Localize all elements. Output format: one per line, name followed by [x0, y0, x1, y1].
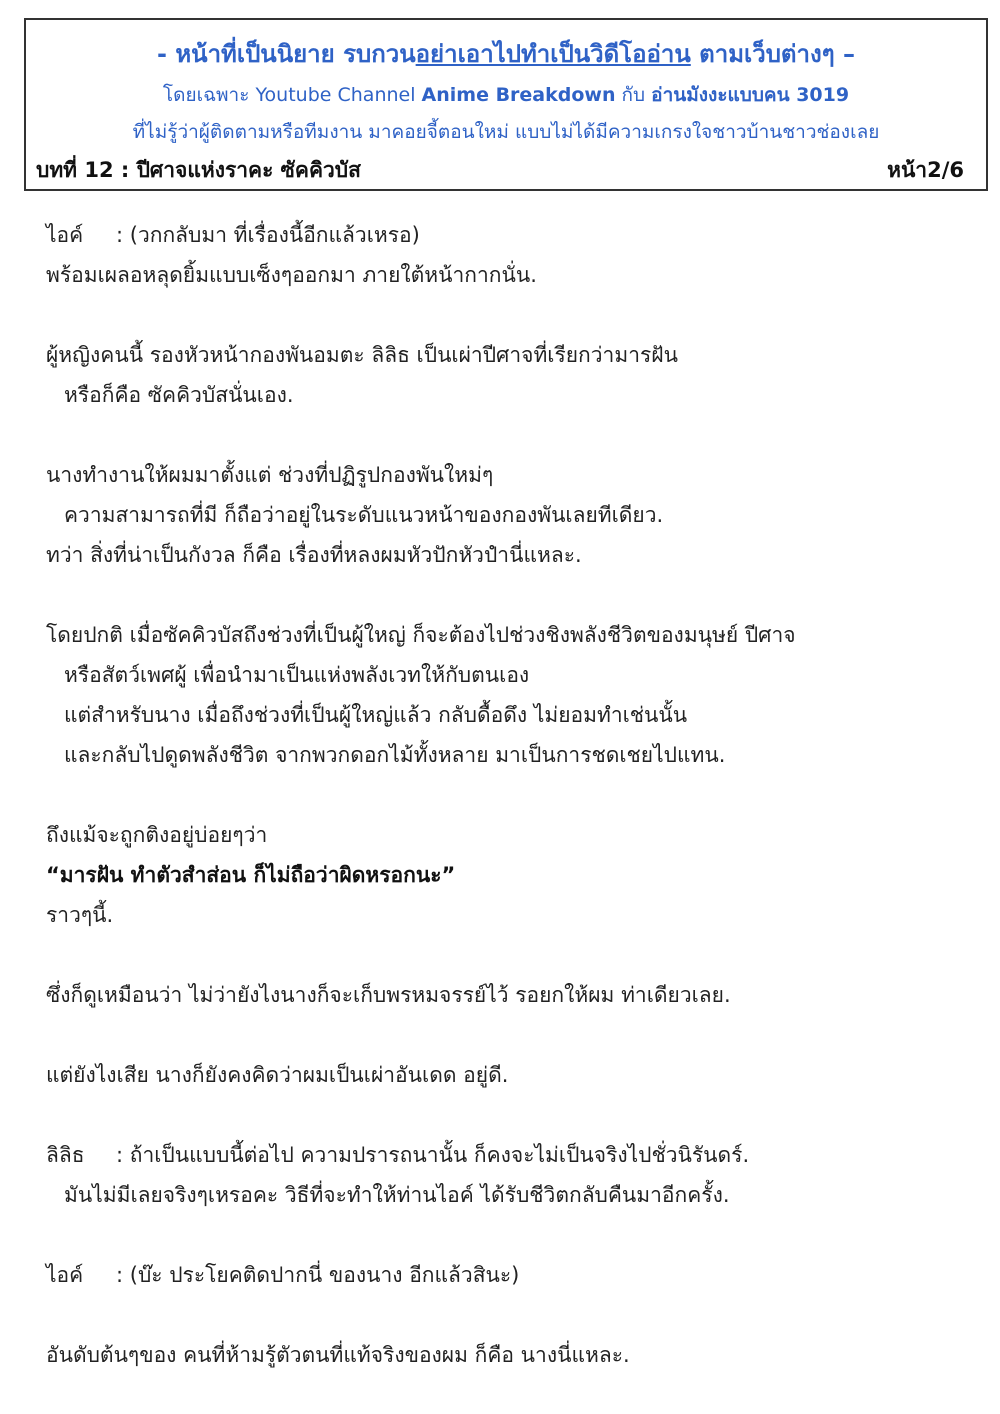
- warning-post: ตามเว็บต่างๆ –: [690, 40, 855, 68]
- chapter-title: บทที่ 12 : ปีศาจแห่งราคะ ซัคคิวบัส: [36, 158, 361, 182]
- narration-line: ความสามารถที่มี ก็ถือว่าอยู่ในระดับแนวหน้าของกองพันเลยทีเดียว.: [64, 503, 664, 527]
- dialogue-text: : (วกกลับมา ที่เรื่องนี้อีกแล้วเหรอ): [116, 223, 420, 247]
- narration-line: นางทำงานให้ผมมาตั้งแต่ ช่วงที่ปฏิรูปกองพันใหม่ๆ: [46, 463, 494, 487]
- narration-line: และกลับไปดูดพลังชีวิต จากพวกดอกไม้ทั้งหลาย มาเป็นการชดเชยไปแทน.: [64, 743, 726, 767]
- narration-line: ทว่า สิ่งที่น่าเป็นกังวล ก็คือ เรื่องที่หลงผมหัวปักหัวปำนี่แหละ.: [46, 543, 582, 567]
- dialogue-text: : ถ้าเป็นแบบนี้ต่อไป ความปรารถนานั้น ก็คงจะไม่เป็นจริงไปชั่วนิรันดร์.: [116, 1143, 750, 1167]
- header-box: [24, 18, 988, 191]
- speaker-name: ไอค์: [46, 223, 84, 247]
- narration-line: พร้อมเผลอหลุดยิ้มแบบเซ็งๆออกมา ภายใต้หน้ากากนั่น.: [46, 263, 537, 287]
- narration-line: หรือสัตว์เพศผู้ เพื่อนำมาเป็นแห่งพลังเวทให้กับตนเอง: [64, 663, 530, 687]
- narration-line: มันไม่มีเลยจริงๆเหรอคะ วิธีที่จะทำให้ท่านไอค์ ได้รับชีวิตกลับคืนมาอีกครั้ง.: [64, 1183, 730, 1207]
- dialogue-text: : (บ๊ะ ประโยคติดปากนี่ ของนาง อีกแล้วสินะ): [116, 1263, 520, 1287]
- channel-name-2: อ่านมังงะแบบคน 3019: [651, 84, 850, 106]
- narration-line: ซึ่งก็ดูเหมือนว่า ไม่ว่ายังไงนางก็จะเก็บพรหมจรรย์ไว้ รอยกให้ผม ท่าเดียวเลย.: [46, 983, 731, 1007]
- quote-line: “มารฝัน ทำตัวสำส่อน ก็ไม่ถือว่าผิดหรอกนะ”: [46, 863, 456, 887]
- dialogue-line: [46, 220, 420, 250]
- warning-underlined: อย่าเอาไปทำเป็นวิดีโออ่าน: [415, 40, 691, 68]
- complaint-line: ที่ไม่รู้ว่าผู้ติดตามหรือทีมงาน มาคอยจี้ตอนใหม่ แบบไม่ได้มีความเกรงใจชาวบ้านชาวช่องเลย: [132, 121, 880, 143]
- narration-line: แต่สำหรับนาง เมื่อถึงช่วงที่เป็นผู้ใหญ่แล้ว กลับดื้อดึง ไม่ยอมทำเช่นนั้น: [64, 703, 688, 727]
- narration-line: โดยปกติ เมื่อซัคคิวบัสถึงช่วงที่เป็นผู้ใหญ่ ก็จะต้องไปช่วงชิงพลังชีวิตของมนุษย์ ปีศาจ: [46, 623, 796, 647]
- narration-line: อันดับต้นๆของ คนที่ห้ามรู้ตัวตนที่แท้จริงของผม ก็คือ นางนี่แหละ.: [46, 1343, 630, 1367]
- narration-line: ผู้หญิงคนนี้ รองหัวหน้ากองพันอมตะ ลิลิธ เป็นเผ่าปีศาจที่เรียกว่ามารฝัน: [46, 343, 678, 367]
- channel-pre: โดยเฉพาะ Youtube Channel: [162, 84, 422, 106]
- narration-line: แต่ยังไงเสีย นางก็ยังคงคิดว่าผมเป็นเผ่าอันเดด อยู่ดี.: [46, 1063, 509, 1087]
- speaker-name: ลิลิธ: [46, 1143, 85, 1167]
- channel-line: [26, 80, 986, 110]
- narration-line: ราวๆนี้.: [46, 903, 114, 927]
- speaker-name: ไอค์: [46, 1263, 84, 1287]
- channel-mid: กับ: [615, 84, 652, 106]
- narration-line: หรือก็คือ ซัคคิวบัสนั่นเอง.: [64, 383, 294, 407]
- channel-name-1: Anime Breakdown: [421, 84, 616, 106]
- warning-pre: - หน้าที่เป็นนิยาย รบกวน: [157, 40, 416, 68]
- dialogue-line: [46, 1260, 519, 1290]
- dialogue-line: [46, 1140, 749, 1170]
- narration-line: ถึงแม้จะถูกติงอยู่บ่อยๆว่า: [46, 823, 268, 847]
- page-number: หน้า2/6: [887, 158, 964, 182]
- warning-line: [26, 34, 986, 73]
